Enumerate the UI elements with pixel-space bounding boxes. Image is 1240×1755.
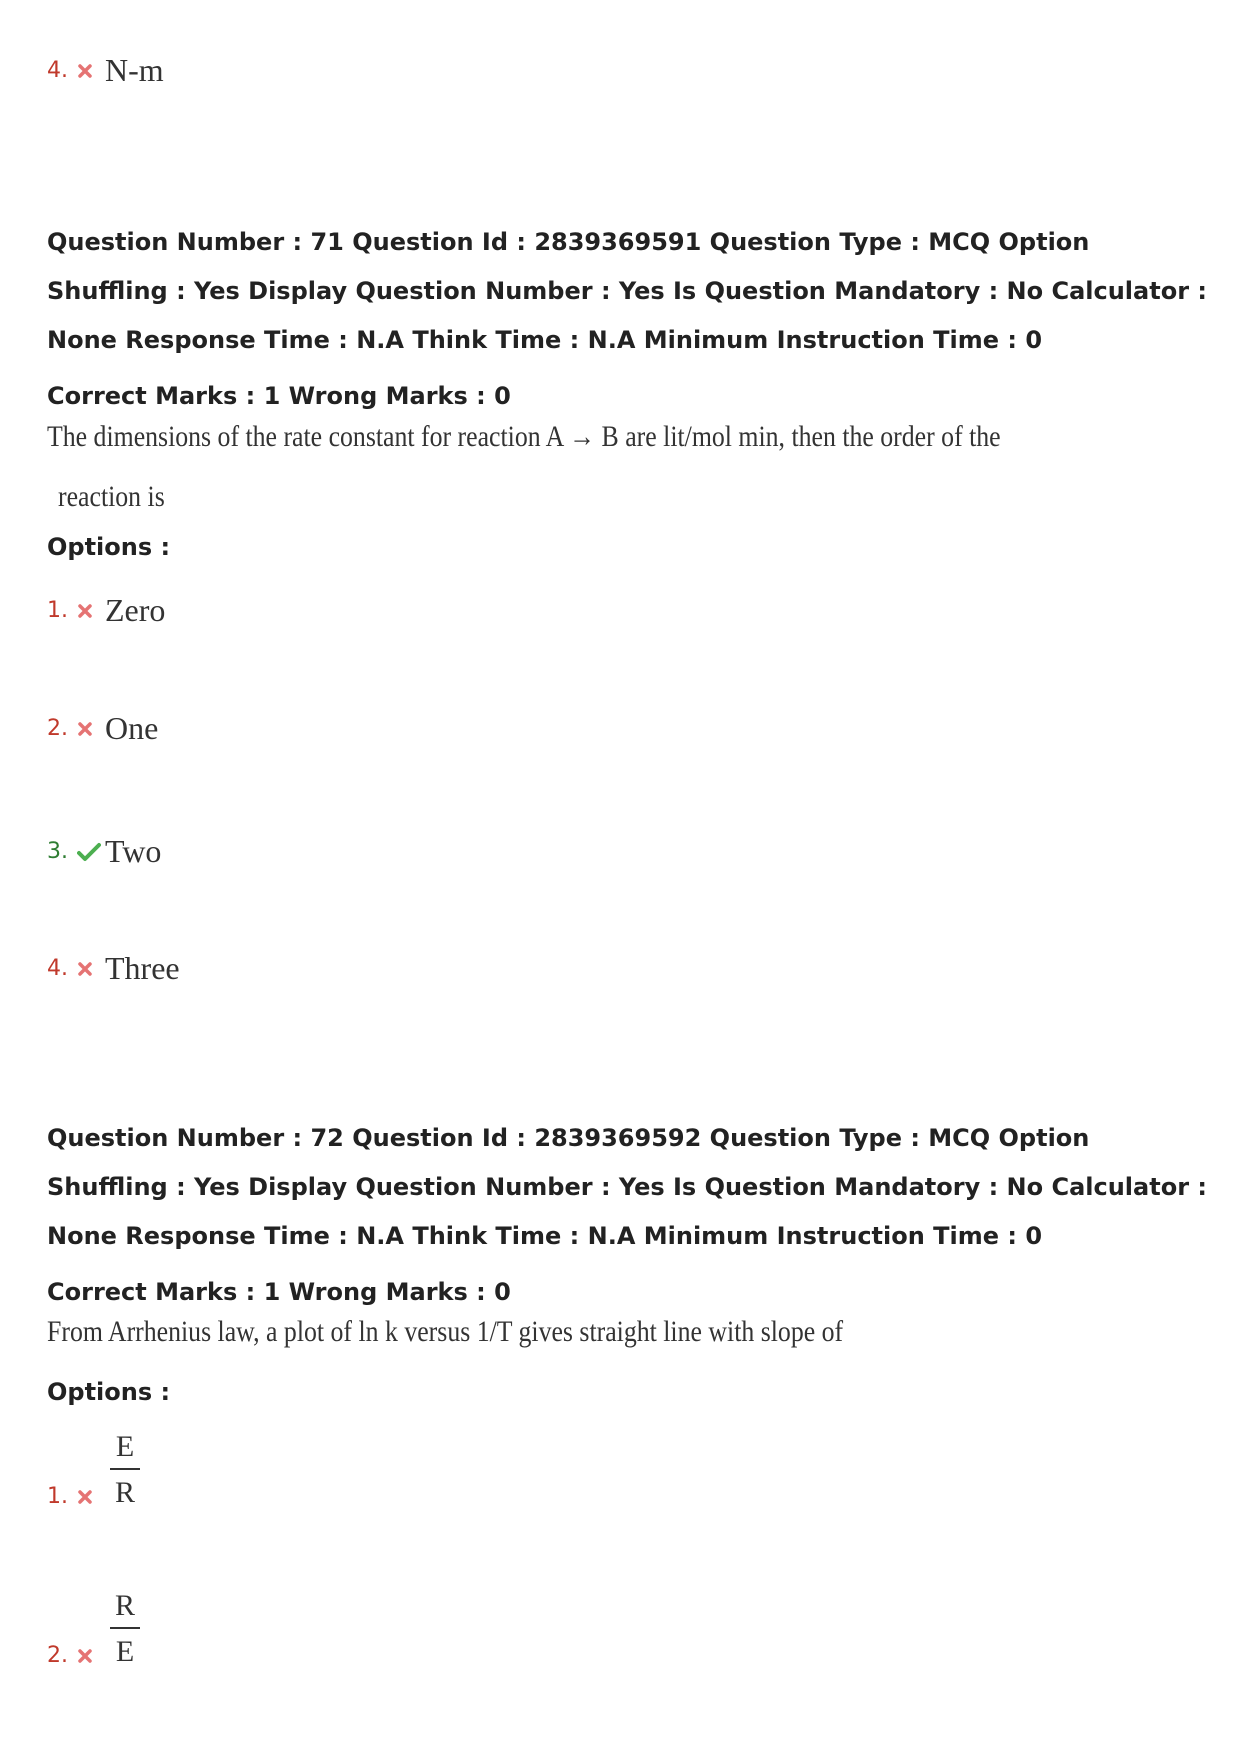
fraction <box>110 1430 140 1510</box>
option-text: Zero <box>105 592 166 628</box>
option-text: Three <box>105 950 180 986</box>
option-row <box>47 710 158 747</box>
question-meta: Question Number : 72 Question Id : 2839369592 Question Type : MCQ Option Shuffling : Yes Display Question Number : Yes Is Question Mandatory : No Calculator : None Response Time : N.A Think Time : N.A Minimum Instruction Time : 0 <box>47 1124 1207 1250</box>
option-number: 4. <box>47 58 68 83</box>
question-text: The dimensions of the rate constant for reaction A → B are lit/mol min, then the order of the <box>47 420 1001 453</box>
option-text: Two <box>105 833 162 869</box>
option-text: One <box>105 710 159 746</box>
fraction-bar <box>110 1627 140 1629</box>
check-icon <box>77 842 105 862</box>
cross-icon <box>77 63 105 79</box>
cross-icon <box>77 603 105 619</box>
option-row <box>47 52 164 89</box>
fraction-denominator: R <box>114 1476 135 1509</box>
options-label: Options : <box>47 533 171 561</box>
fraction-numerator: E <box>115 1430 135 1463</box>
cross-icon <box>77 961 105 977</box>
option-number: 3. <box>47 839 68 864</box>
option-row <box>47 1484 105 1509</box>
option-row <box>47 950 180 987</box>
option-row <box>47 833 161 870</box>
option-number: 2. <box>47 1643 68 1668</box>
option-row <box>47 1643 105 1668</box>
fraction-bar <box>110 1468 140 1470</box>
fraction <box>110 1589 140 1669</box>
cross-icon <box>77 721 105 737</box>
option-number: 2. <box>47 716 68 741</box>
option-number: 4. <box>47 956 68 981</box>
option-row <box>47 592 165 629</box>
cross-icon <box>77 1648 105 1664</box>
fraction-numerator: R <box>114 1589 135 1622</box>
fraction-denominator: E <box>115 1635 135 1668</box>
question-marks: Correct Marks : 1 Wrong Marks : 0 <box>47 1278 511 1306</box>
question-meta: Question Number : 71 Question Id : 2839369591 Question Type : MCQ Option Shuffling : Yes Display Question Number : Yes Is Question Mandatory : No Calculator : None Response Time : N.A Think Time : N.A Minimum Instruction Time : 0 <box>47 228 1207 354</box>
question-text-continued: reaction is <box>58 480 165 513</box>
question-text: From Arrhenius law, a plot of ln k versus 1/T gives straight line with slope of <box>47 1315 844 1348</box>
option-number: 1. <box>47 598 68 623</box>
cross-icon <box>77 1489 105 1505</box>
question-marks: Correct Marks : 1 Wrong Marks : 0 <box>47 382 511 410</box>
option-text: N-m <box>105 52 164 88</box>
option-number: 1. <box>47 1484 68 1509</box>
options-label: Options : <box>47 1378 171 1406</box>
